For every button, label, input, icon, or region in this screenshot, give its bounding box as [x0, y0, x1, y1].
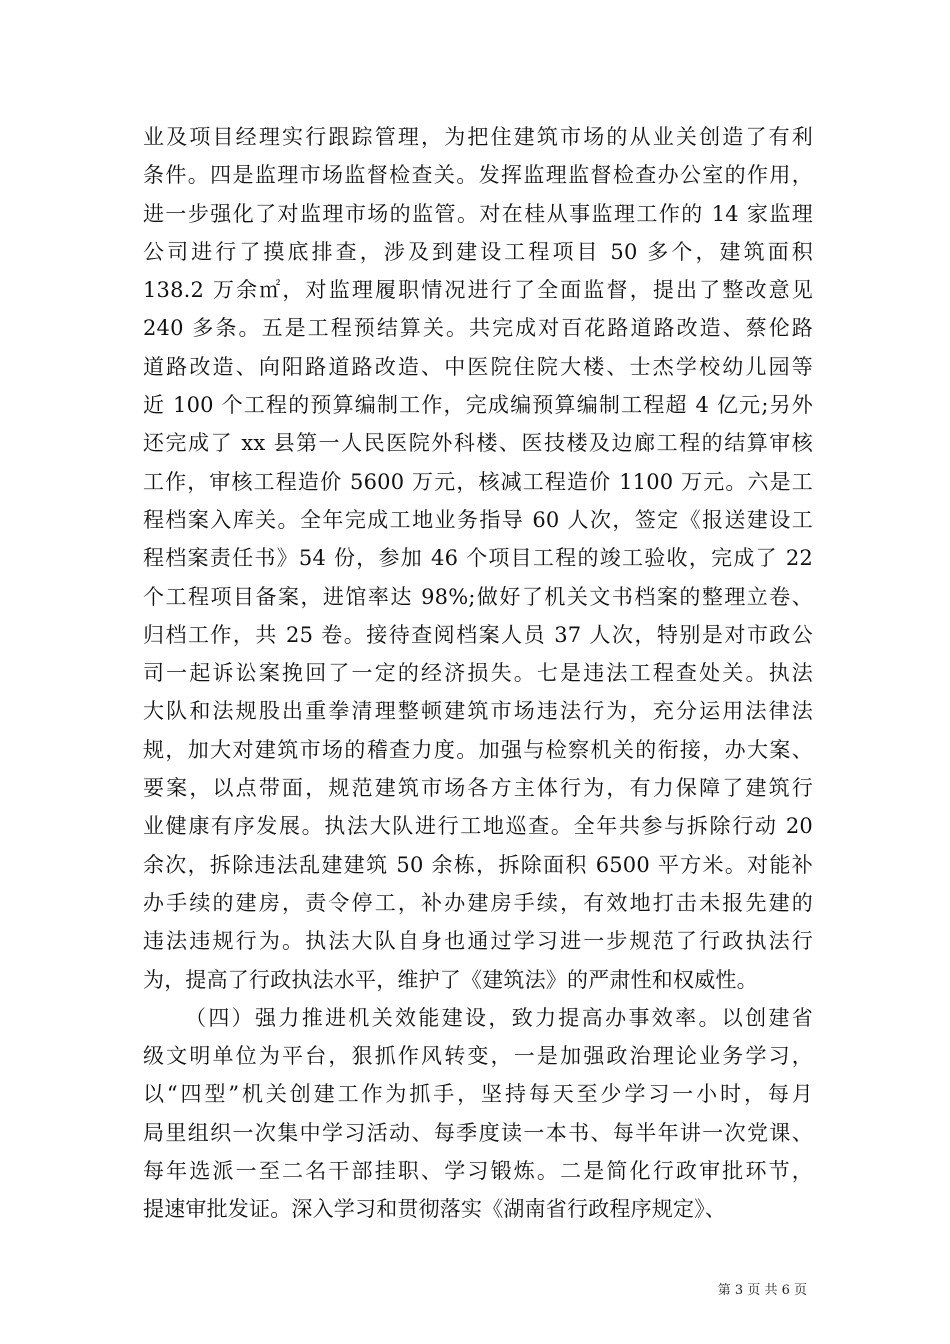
text-line: 要案，以点带面，规范建筑市场各方主体行为，有力保障了建筑行 [143, 776, 813, 801]
text-line: 业健康有序发展。执法大队进行工地巡查。全年共参与拆除行动 20 [143, 814, 813, 839]
text-line: 规，加大对建筑市场的稽查力度。加强与检察机关的衔接，办大案、 [143, 737, 813, 762]
text-line: 违法违规行为。执法大队自身也通过学习进一步规范了行政执法行 [143, 929, 813, 954]
text-line: 个工程项目备案，进馆率达 98%;做好了机关文书档案的整理立卷、 [143, 584, 813, 609]
text-line: 程档案责任书》54 份，参加 46 个项目工程的竣工验收，完成了 22 [143, 546, 813, 571]
text-line: 公司进行了摸底排查，涉及到建设工程项目 50 多个，建筑面积 [143, 239, 813, 264]
text-line: 业及项目经理实行跟踪管理，为把住建筑市场的从业关创造了有利 [143, 125, 813, 149]
text-line: 局里组织一次集中学习活动、每季度读一本书、每半年讲一次党课、 [143, 1120, 813, 1145]
text-line: 余次，拆除违法乱建建筑 50 余栋，拆除面积 6500 平方米。对能补 [143, 852, 813, 877]
text-line: 程档案入库关。全年完成工地业务指导 60 人次，签定《报送建设工 [143, 507, 813, 532]
text-line: 为，提高了行政执法水平，维护了《建筑法》的严肃性和权威性。 [143, 967, 758, 992]
text-line: 条件。四是监理市场监督检查关。发挥监理监督检查办公室的作用， [143, 163, 813, 188]
section-heading-line: （四）强力推进机关效能建设，致力提高办事效率。以创建省 [185, 1005, 813, 1030]
text-line: 还完成了 xx 县第一人民医院外科楼、医技楼及边廊工程的结算审核 [143, 431, 813, 456]
text-line: 每年选派一至二名干部挂职、学习锻炼。二是简化行政审批环节， [143, 1159, 813, 1184]
body-text [143, 118, 813, 1229]
text-line: 138.2 万余㎡，对监理履职情况进行了全面监督，提出了整改意见 [143, 278, 813, 303]
page-number: 第 3 页 共 6 页 [717, 1283, 807, 1298]
text-line: 以“四型”机关创建工作为抓手，坚持每天至少学习一小时，每月 [143, 1082, 813, 1107]
text-line: 大队和法规股出重拳清理整顿建筑市场违法行为，充分运用法律法 [143, 699, 813, 724]
text-line: 工作，审核工程造价 5600 万元，核减工程造价 1100 万元。六是工 [143, 469, 813, 494]
text-line: 近 100 个工程的预算编制工作，完成编预算编制工程超 4 亿元;另外 [143, 393, 813, 418]
text-line: 提速审批发证。深入学习和贯彻落实《湖南省行政程序规定》、 [143, 1197, 727, 1222]
text-line: 进一步强化了对监理市场的监管。对在桂从事监理工作的 14 家监理 [143, 201, 813, 226]
text-line: 司一起诉讼案挽回了一定的经济损失。七是违法工程查处关。执法 [143, 661, 813, 686]
text-line: 办手续的建房，责令停工，补办建房手续，有效地打击未报先建的 [143, 890, 813, 915]
text-line: 道路改造、向阳路道路改造、中医院住院大楼、士杰学校幼儿园等 [143, 354, 813, 379]
text-line: 240 多条。五是工程预结算关。共完成对百花路道路改造、蔡伦路 [143, 316, 813, 341]
text-line: 级文明单位为平台，狠抓作风转变，一是加强政治理论业务学习， [143, 1044, 813, 1069]
text-line: 归档工作，共 25 卷。接待查阅档案人员 37 人次，特别是对市政公 [143, 622, 813, 647]
